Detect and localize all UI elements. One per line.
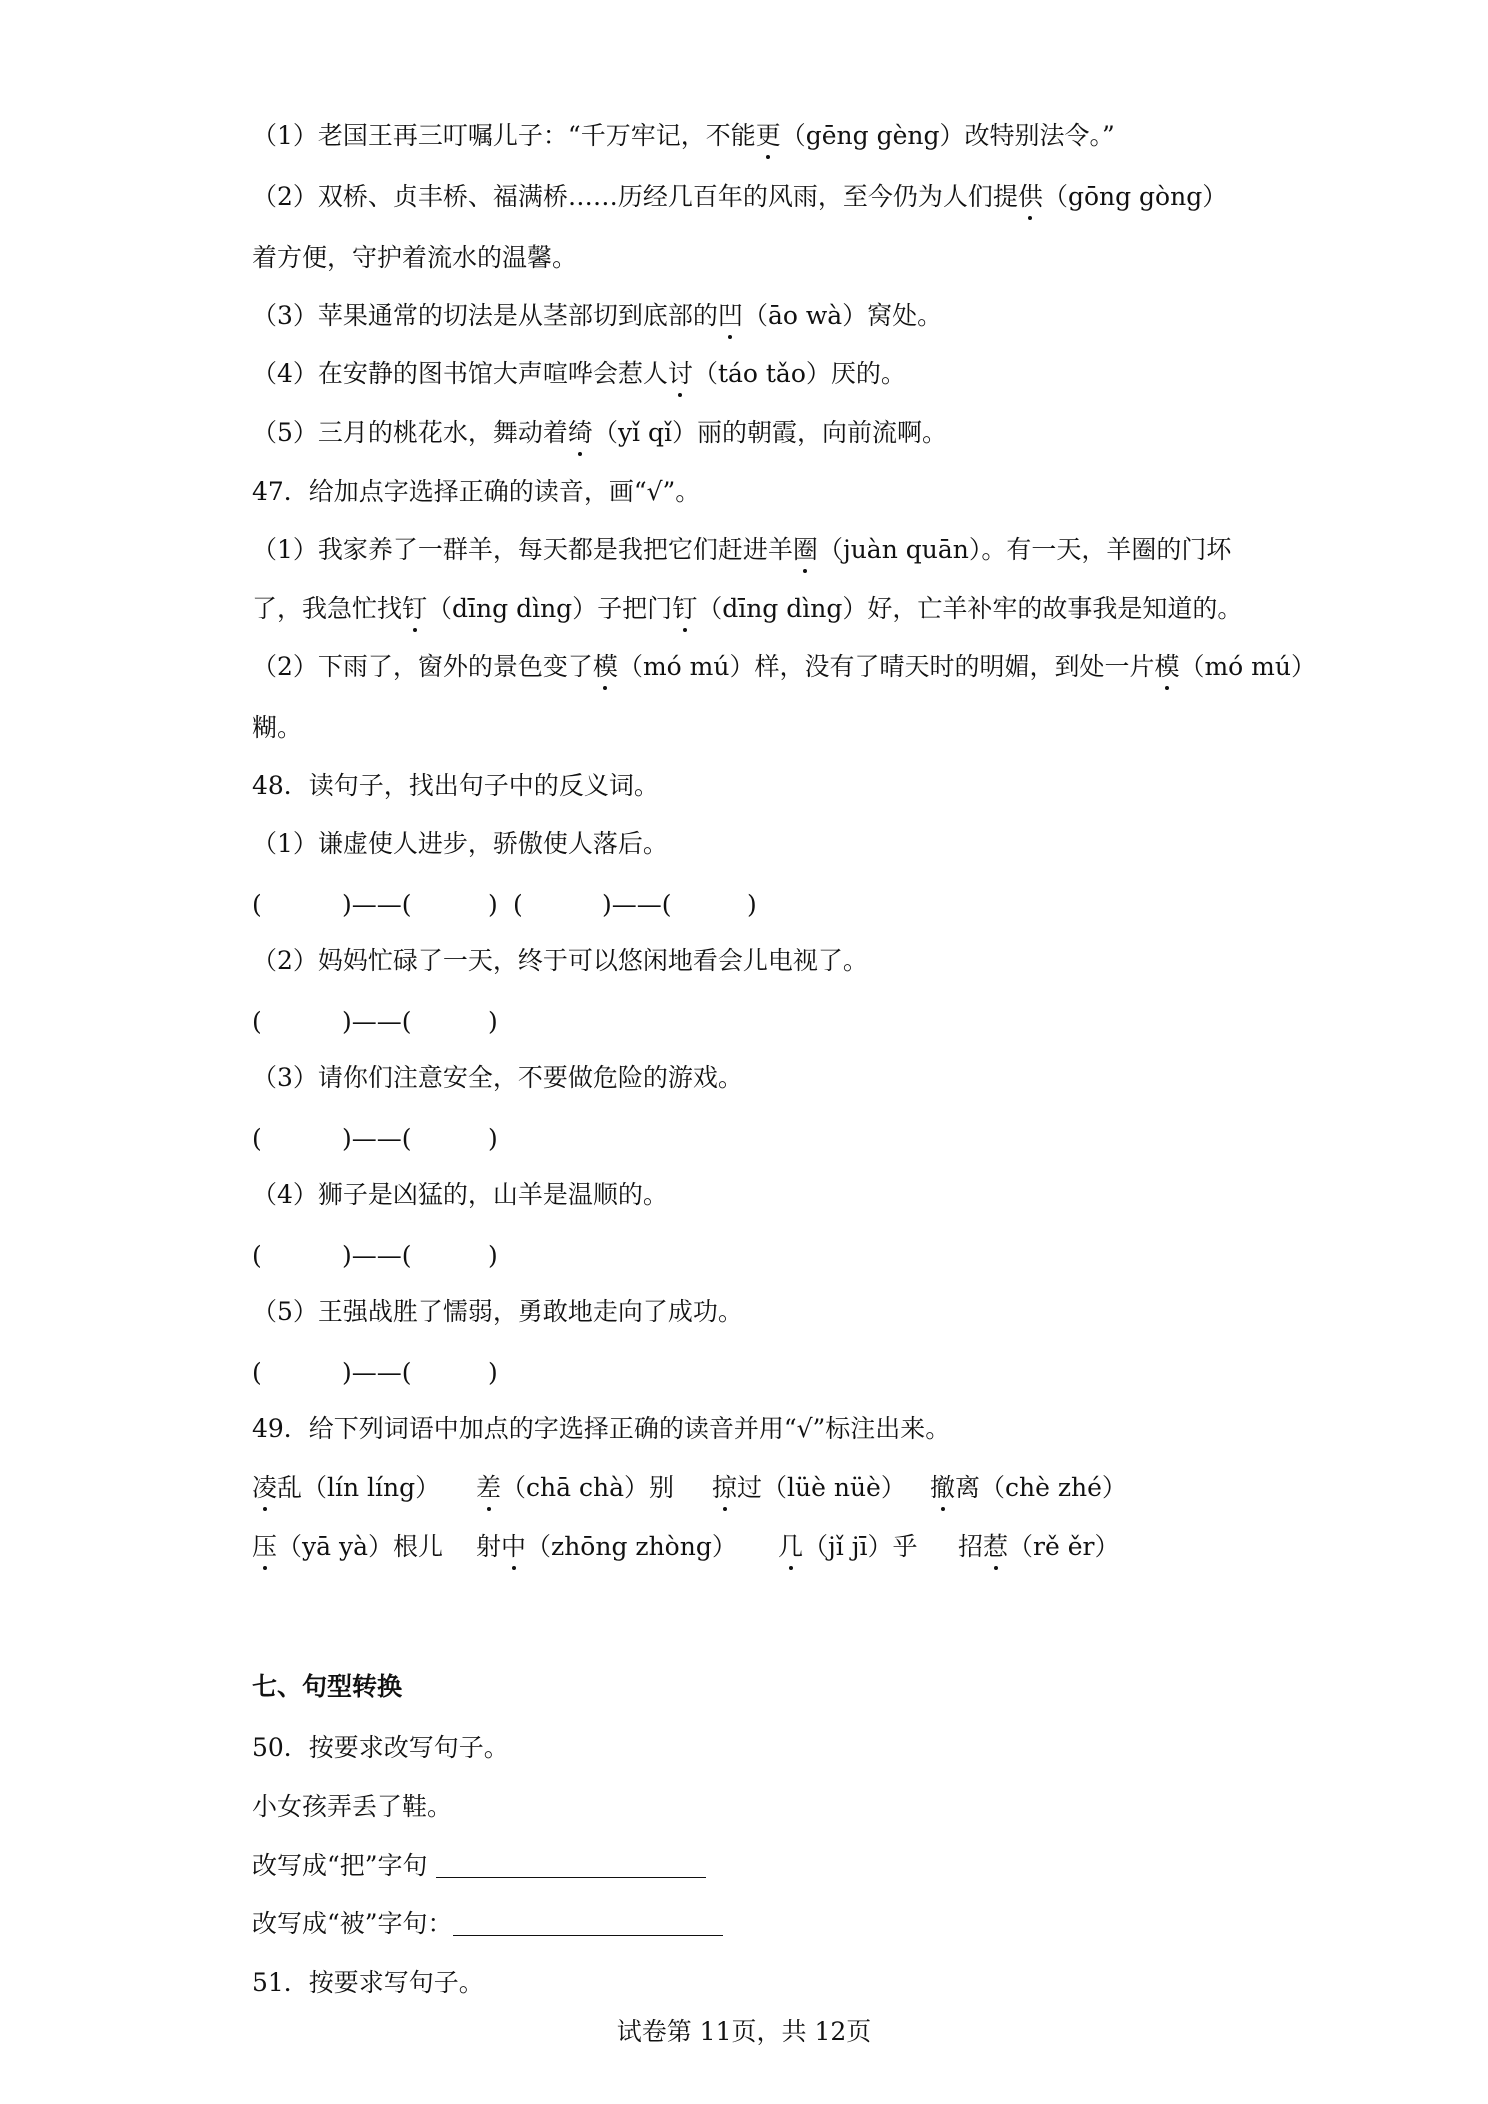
q49-title: 49．给下列词语中加点的字选择正确的读音并用“√”标注出来。 [252, 1414, 951, 1443]
q50-bei-sentence: 改写成“被”字句： [252, 1907, 723, 1941]
answer-blank-close: ) [488, 1124, 498, 1153]
answer-blank-open[interactable]: ( [252, 1358, 262, 1387]
answer-blank-open[interactable]: ( [252, 890, 262, 919]
answer-blank-close: ) [488, 1241, 498, 1270]
q48-sentence-2: （2）妈妈忙碌了一天，终于可以悠闲地看会儿电视了。 [252, 946, 868, 975]
q51-title: 51．按要求写句子。 [252, 1968, 484, 1997]
q49-word-8: 招惹（rě ěr） [958, 1530, 1119, 1564]
answer-blank-close: ) [488, 1007, 498, 1036]
q50-ba-sentence: 改写成“把”字句 [252, 1849, 706, 1883]
page-footer: 试卷第 11页，共 12页 [616, 2017, 872, 2046]
q50-title: 50．按要求改写句子。 [252, 1733, 509, 1762]
q46-sentence-4: （4）在安静的图书馆大声喧哗会惹人讨（táo tǎo）厌的。 [252, 357, 906, 391]
q47-sentence-2-cont: 糊。 [252, 713, 303, 742]
answer-blank-close: )——( [602, 890, 672, 919]
q48-sentence-4: （4）狮子是凶猛的，山羊是温顺的。 [252, 1180, 668, 1209]
answer-blank-close: )——( [342, 1358, 412, 1387]
q47-sentence-2: （2）下雨了，窗外的景色变了模（mó mú）样，没有了晴天时的明媚，到处一片模（mó mú） [252, 650, 1316, 684]
q50-sentence: 小女孩弄丢了鞋。 [252, 1792, 453, 1821]
q49-word-4: 撤离（chè zhé） [930, 1471, 1127, 1505]
ba-answer-blank[interactable] [436, 1855, 706, 1878]
answer-blank-open[interactable]: ( [513, 890, 523, 919]
q48-title: 48．读句子，找出句子中的反义词。 [252, 771, 659, 800]
answer-blank-open[interactable]: ( [252, 1124, 262, 1153]
q46-sentence-2-cont: 着方便，守护着流水的温馨。 [252, 243, 578, 272]
answer-blank-close: ) [488, 1358, 498, 1387]
q46-sentence-1: （1）老国王再三叮嘱儿子：“千万牢记，不能更（gēng gèng）改特别法令。” [252, 119, 1115, 153]
answer-blank-close: )——( [342, 1241, 412, 1270]
q49-word-7: 几（jǐ jī）乎 [778, 1530, 917, 1564]
q46-sentence-3: （3）苹果通常的切法是从茎部切到底部的凹（āo wà）窝处。 [252, 299, 942, 333]
answer-blank-close: )——( [342, 1124, 412, 1153]
q46-sentence-5: （5）三月的桃花水，舞动着绮（yǐ qǐ）丽的朝霞，向前流啊。 [252, 416, 947, 450]
q47-sentence-1: （1）我家养了一群羊，每天都是我把它们赶进羊圈（juàn quān）。有一天，羊圈的门坏 [252, 533, 1231, 567]
q48-sentence-5: （5）王强战胜了懦弱，勇敢地走向了成功。 [252, 1297, 743, 1326]
q49-word-5: 压（yā yà）根儿 [252, 1530, 443, 1564]
answer-blank-open[interactable]: ( [252, 1007, 262, 1036]
section-7-heading: 七、句型转换 [252, 1672, 403, 1701]
q49-word-6: 射中（zhōng zhòng） [476, 1530, 737, 1564]
q47-title: 47．给加点字选择正确的读音，画“√”。 [252, 477, 701, 506]
bei-answer-blank[interactable] [453, 1913, 723, 1936]
answer-blank-close: ) [747, 890, 757, 919]
q49-word-3: 掠过（lüè nüè） [712, 1471, 906, 1505]
answer-blank-close: )——( [342, 890, 412, 919]
q48-sentence-1: （1）谦虚使人进步，骄傲使人落后。 [252, 829, 668, 858]
q49-word-1: 凌乱（lín líng） [252, 1471, 440, 1505]
q47-sentence-1-cont: 了，我急忙找钉（dīng dìng）子把门钉（dīng dìng）好，亡羊补牢的故事我是知道的。 [252, 592, 1242, 626]
answer-blank-open[interactable]: ( [252, 1241, 262, 1270]
answer-blank-close: ) [488, 890, 498, 919]
q49-word-2: 差（chā chà）别 [476, 1471, 674, 1505]
q48-sentence-3: （3）请你们注意安全，不要做危险的游戏。 [252, 1063, 743, 1092]
answer-blank-close: )——( [342, 1007, 412, 1036]
q46-sentence-2: （2）双桥、贞丰桥、福满桥……历经几百年的风雨，至今仍为人们提供（gōng gòng） [252, 180, 1227, 214]
